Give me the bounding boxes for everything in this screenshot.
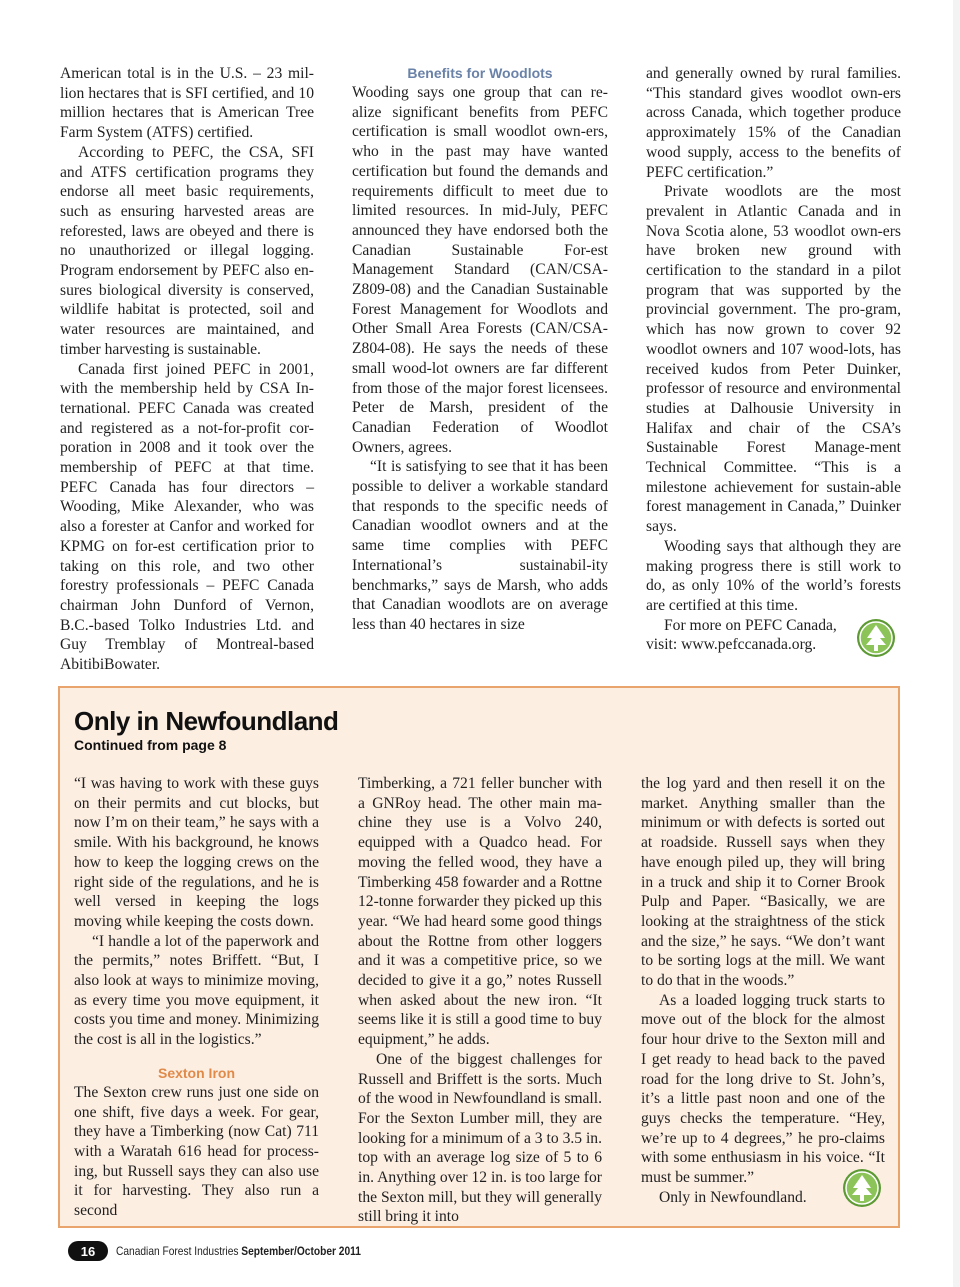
magazine-credit bbox=[116, 1244, 361, 1258]
sidebar-column-3 bbox=[641, 774, 885, 1207]
paragraph: The Sexton crew runs just one side on one shift, five days a week. For gear, they have a Timberking (now Cat) 711 with a Waratah 616 head for process-ing, but Russell says they can also use it for harvesting. They also run a second bbox=[74, 1083, 319, 1220]
page-footer bbox=[68, 1240, 404, 1262]
section-heading-benefits: Benefits for Woodlots bbox=[407, 65, 553, 81]
article-column-3 bbox=[646, 64, 901, 655]
article-column-2 bbox=[352, 64, 608, 635]
paragraph: Private woodlots are the most prevalent in Atlantic Canada and in Nova Scotia alone, 53 woodlot own-ers have broken new ground with certification to the standard in a pilot program that was supported by the provincial government. The pro-gram, which has now grown to cover 92 woodlot owners and 107 wood-lots, has received kudos from Peter Duinker, professor of resource and environmental studies at Dalhousie University in Halifax and chair of the CSA’s Sustainable Forest Manage-ment Technical Committee. “This is a milestone achievement for sustain-able forest management in Canada,” Duinker says. bbox=[646, 183, 901, 536]
page-number: 16 bbox=[68, 1241, 108, 1261]
sidebar-column-1 bbox=[74, 774, 319, 1221]
paragraph: “I handle a lot of the paperwork and the permits,” notes Briffett. “But, I also look at ways to minimize moving, as every time you move equipment, it costs you time and money. Minimizing the cost is all in the logistics.” bbox=[74, 932, 319, 1049]
tree-icon bbox=[842, 1168, 882, 1208]
magazine-name: Canadian Forest Industries bbox=[116, 1244, 239, 1258]
tree-icon bbox=[856, 618, 896, 658]
paragraph: As a loaded logging truck starts to move out of the block for the almost four hour drive to the Sexton mill and I get ready to head back to the paved road for the long drive to St. John’s, it’s a little past noon and one of the guys checks the temperature. “Hey, we’re up to 4 degrees,” he pro-claims with some enthusiasm in his voice. “It must be summer.” bbox=[641, 991, 885, 1187]
paragraph: One of the biggest challenges for Russell and Briffett is the sorts. Much of the wood in Newfoundland is small. For the Sexton Lumber mill, they are looking for a minimum of a 3 to 3.5 in. top with an average log size of 5 to 6 in. Anything over 12 in. is too large for the Sexton mill, but they will generally still bring it into bbox=[358, 1050, 602, 1226]
paragraph: Wooding says that although they are making progress there is still work to do, as only 10% of the world’s forests are certified at this time. bbox=[646, 537, 901, 614]
paragraph: “It is satisfying to see that it has been possible to deliver a workable standard that responds to the specific needs of Canadian woodlot owners and at the same time complies with PEFC International’s sustainabil-ity benchmarks,” says de Marsh, who adds that Canadian woodlots are on average less than 40 hectares in size bbox=[352, 458, 608, 633]
page-edge bbox=[953, 0, 960, 1287]
paragraph: According to PEFC, the CSA, SFI and ATFS certification programs they endorse all meet basic requirements, such as ensuring harvested areas are reforested, laws are obeyed and there is no unauthorized or illegal logging. Program endorsement by PEFC also en-sures biological diversity is conserved, wildlife habitat is protected, soil and water resources are maintained, and timber harvesting is sustainable. bbox=[60, 143, 314, 358]
paragraph: and generally owned by rural families. “This standard gives woodlot own-ers across Canada, which together produce approximately 15% of the Canadian wood supply, access to the benefits of PEFC certification.” bbox=[646, 65, 901, 181]
paragraph: Canada first joined PEFC in 2001, with the membership held by CSA In-ternational. PEFC Canada was created and registered as a not-for-profit cor-poration in 2008 and it took over the membership of PEFC at that time. PEFC Canada has four directors – Wooding, Mike Alexander, who was also a forester at Canfor and worked for KPMG on for-est certification prior to taking on this role, and two other forestry professionals – PEFC Canada chairman John Dunford of Vernon, B.C.-based Tolko Industries Ltd. and Guy Tremblay of Montreal-based AbitibiBowater. bbox=[60, 360, 314, 674]
paragraph: “I was having to work with these guys on their permits and cut blocks, but now I’m on their team,” he says with a smile. With his background, he knows how to keep the logging crews on the right side of the regulations, and he is well versed in keeping the logs moving while keeping the costs down. bbox=[74, 775, 319, 930]
sidebar-column-2 bbox=[358, 774, 602, 1227]
issue-date: September/October 2011 bbox=[241, 1244, 361, 1258]
paragraph: American total is in the U.S. – 23 mil-lion hectares that is SFI certified, and 10 million hectares that is American Tree Farm System (ATFS) certified. bbox=[60, 65, 314, 142]
paragraph: Only in Newfoundland. bbox=[659, 1188, 807, 1206]
sidebar-title: Only in Newfoundland bbox=[74, 706, 339, 736]
paragraph: the log yard and then resell it on the market. Anything smaller than the minimum or with defects is sorted out at roadside. Russell says when they have enough piled up, they will bring in a truck and ship it to Corner Brook Pulp and Paper. “Basically, we are looking at the straightness of the stick and the size,” he says. “We don’t want to be sorting logs at the mill. We want to do that in the woods.” bbox=[641, 775, 885, 990]
sidebar-subtitle: Continued from page 8 bbox=[74, 737, 227, 753]
article-column-1 bbox=[60, 64, 314, 675]
paragraph: Timberking, a 721 feller buncher with a GNRoy head. The other main ma-chine they use is a Volvo 240, equipped with a Quadco head. For moving the felled wood, they have a Timberking 458 fowarder and a Rottne 12-tonne forwarder they picked up this year. “We had heard some good things about the Rottne from other loggers and it was a competitive price, so we decided to give it a go,” notes Russell when asked about the new iron. “It seems like it is still a good time to buy equipment,” he adds. bbox=[358, 775, 602, 1049]
paragraph: Wooding says one group that can re-alize significant benefits from PEFC certification is small woodlot own-ers, who in the past may have wanted certification but found the demands and requirements difficult to meet due to limited resources. In mid-July, PEFC announced they have endorsed both the Canadian Sustainable For-est Management Standard (CAN/CSA-Z809-08) and the Canadian Sustainable Forest Management for Woodlots and Other Small Area Forests (CAN/CSA-Z804-08). He says the needs of these small wood-lot owners are far different from those of the major forest licensees. Peter de Marsh, president of the Canadian Federation of Woodlot Owners, agrees. bbox=[352, 84, 608, 456]
paragraph-more-info: For more on PEFC Canada, visit: www.pefccanada.org. bbox=[646, 616, 837, 654]
section-heading-sexton-iron: Sexton Iron bbox=[157, 1064, 235, 1081]
